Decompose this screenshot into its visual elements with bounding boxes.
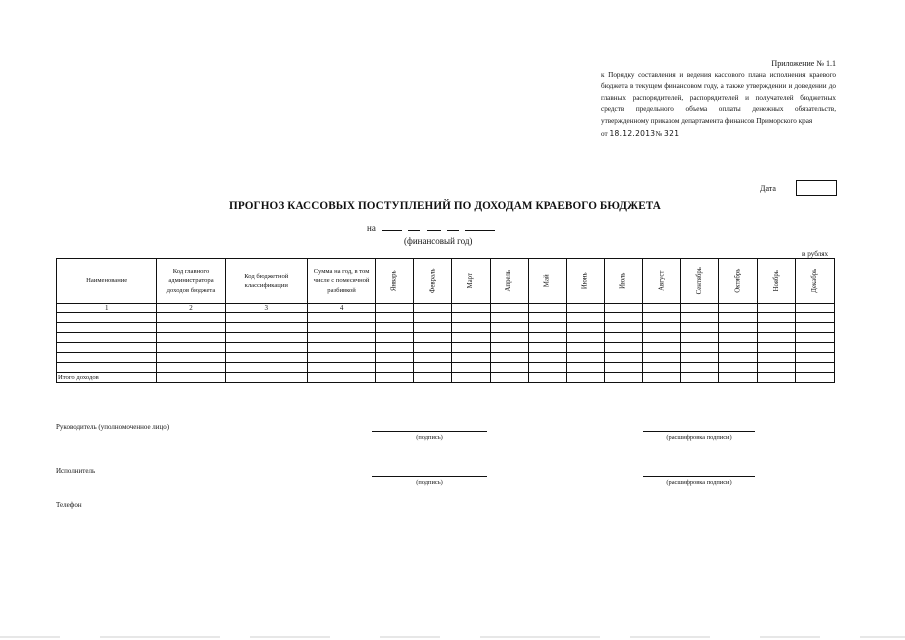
month-label: Июль xyxy=(619,272,627,290)
forecast-table xyxy=(56,258,835,383)
table-cell xyxy=(605,313,643,323)
total-row xyxy=(57,373,835,383)
table-row xyxy=(57,343,835,353)
total-cell xyxy=(681,373,719,383)
table-cell xyxy=(414,353,452,363)
table-cell xyxy=(157,363,225,373)
table-cell xyxy=(376,304,414,313)
table-cell xyxy=(157,333,225,343)
table-cell xyxy=(643,304,681,313)
table-cell xyxy=(757,323,795,333)
header-month xyxy=(566,259,604,304)
table-cell xyxy=(757,353,795,363)
table-cell xyxy=(605,343,643,353)
table-cell xyxy=(795,363,834,373)
table-cell xyxy=(528,304,566,313)
table-cell xyxy=(452,304,490,313)
table-cell xyxy=(452,353,490,363)
table-cell xyxy=(414,323,452,333)
page-title: ПРОГНОЗ КАССОВЫХ ПОСТУПЛЕНИЙ ПО ДОХОДАМ КРАЕВОГО БЮДЖЕТА xyxy=(229,200,661,212)
table-cell xyxy=(376,333,414,343)
table-cell xyxy=(757,363,795,373)
table-cell xyxy=(157,313,225,323)
table-cell xyxy=(157,353,225,363)
table-cell xyxy=(643,363,681,373)
total-cell xyxy=(452,373,490,383)
total-cell xyxy=(307,373,375,383)
table-cell xyxy=(643,323,681,333)
table-cell xyxy=(307,363,375,373)
month-label: Февраль xyxy=(429,268,437,294)
month-label: Август xyxy=(657,270,665,292)
table-cell xyxy=(605,304,643,313)
table-cell xyxy=(681,343,719,353)
table-cell xyxy=(681,353,719,363)
table-cell xyxy=(643,333,681,343)
header-month xyxy=(643,259,681,304)
table-cell xyxy=(490,363,528,373)
total-cell xyxy=(643,373,681,383)
table-cell xyxy=(757,343,795,353)
header-budget-code: Код бюджетной классификации xyxy=(225,259,307,304)
column-number: 4 xyxy=(307,304,375,313)
column-number: 1 xyxy=(57,304,157,313)
table-cell xyxy=(795,304,834,313)
header-month xyxy=(452,259,490,304)
column-number-row xyxy=(57,304,835,313)
date-label: Дата xyxy=(760,184,776,193)
table-cell xyxy=(528,343,566,353)
total-cell xyxy=(157,373,225,383)
table-cell xyxy=(605,363,643,373)
table-cell xyxy=(307,313,375,323)
month-label: Сентябрь xyxy=(696,267,704,295)
table-cell xyxy=(57,323,157,333)
date-box xyxy=(796,180,837,196)
header-month xyxy=(490,259,528,304)
table-row xyxy=(57,313,835,323)
header-month xyxy=(795,259,834,304)
total-label: Итого доходов xyxy=(57,373,157,383)
executor-decoding-caption: (расшифровка подписи) xyxy=(666,479,732,486)
table-cell xyxy=(225,313,307,323)
table-cell xyxy=(605,323,643,333)
table-cell xyxy=(795,343,834,353)
table-row xyxy=(57,363,835,373)
table-cell xyxy=(757,333,795,343)
table-cell xyxy=(414,333,452,343)
total-cell xyxy=(719,373,757,383)
header-name: Наименование xyxy=(57,259,157,304)
period-prefix: на xyxy=(367,223,376,233)
table-cell xyxy=(57,363,157,373)
table-cell xyxy=(307,323,375,333)
table-cell xyxy=(719,343,757,353)
table-cell xyxy=(681,363,719,373)
table-cell xyxy=(528,353,566,363)
table-cell xyxy=(605,353,643,363)
table-cell xyxy=(490,353,528,363)
month-label: Июнь xyxy=(581,272,589,290)
month-label: Март xyxy=(467,273,475,289)
table-cell xyxy=(57,313,157,323)
table-cell xyxy=(452,323,490,333)
head-signature-line xyxy=(372,431,487,432)
total-cell xyxy=(490,373,528,383)
table-cell xyxy=(795,333,834,343)
month-label: Декабрь xyxy=(811,269,819,293)
table-cell xyxy=(225,353,307,363)
table-cell xyxy=(490,323,528,333)
table-cell xyxy=(757,313,795,323)
table-cell xyxy=(795,353,834,363)
table-cell xyxy=(566,343,604,353)
table-cell xyxy=(307,353,375,363)
executor-signature-line xyxy=(372,476,487,477)
order-number: 321 xyxy=(664,128,680,138)
table-cell xyxy=(157,343,225,353)
table-cell xyxy=(490,343,528,353)
table-cell xyxy=(57,343,157,353)
table-cell xyxy=(719,333,757,343)
head-signature-caption: (подпись) xyxy=(416,434,443,441)
table-cell xyxy=(681,304,719,313)
phone-label: Телефон xyxy=(56,501,82,509)
head-decoding-line xyxy=(643,431,755,432)
appendix-text: к Порядку составления и ведения кассового плана исполнения краевого бюджета в текущем финансовом году, а также утверждении и доведении до главных распорядителей, распорядителей и получателей бюджетных средств предельного объема оплаты денежных обязательств, утвержденному приказом департамента финансов Приморского края xyxy=(601,70,836,125)
header-year-sum: Сумма на год, в том числе с помесячной разбивкой xyxy=(307,259,375,304)
header-month xyxy=(681,259,719,304)
table-cell xyxy=(307,343,375,353)
total-cell xyxy=(376,373,414,383)
table-cell xyxy=(376,363,414,373)
table-cell xyxy=(490,333,528,343)
table-cell xyxy=(452,343,490,353)
order-prefix: от xyxy=(601,129,608,138)
header-month xyxy=(719,259,757,304)
table-cell xyxy=(719,313,757,323)
table-cell xyxy=(528,313,566,323)
table-cell xyxy=(376,313,414,323)
table-cell xyxy=(225,323,307,333)
table-cell xyxy=(566,313,604,323)
table-cell xyxy=(719,363,757,373)
year-caption: (финансовый год) xyxy=(404,236,473,246)
table-cell xyxy=(681,333,719,343)
header-month xyxy=(605,259,643,304)
period-blank xyxy=(408,222,420,231)
total-cell xyxy=(414,373,452,383)
period-line xyxy=(367,222,495,233)
total-cell xyxy=(605,373,643,383)
order-date: 18.12.2013 xyxy=(609,128,656,138)
table-cell xyxy=(414,343,452,353)
total-cell xyxy=(757,373,795,383)
period-blank xyxy=(427,222,441,231)
table-cell xyxy=(57,333,157,343)
table-cell xyxy=(528,363,566,373)
month-label: Апрель xyxy=(505,270,513,292)
table-cell xyxy=(414,363,452,373)
header-month xyxy=(376,259,414,304)
table-cell xyxy=(376,323,414,333)
total-cell xyxy=(566,373,604,383)
table-cell xyxy=(566,323,604,333)
head-label: Руководитель (уполномоченное лицо) xyxy=(56,423,170,431)
table-cell xyxy=(528,333,566,343)
table-cell xyxy=(307,333,375,343)
month-label: Январь xyxy=(391,270,398,292)
total-cell xyxy=(795,373,834,383)
table-cell xyxy=(376,343,414,353)
total-cell xyxy=(225,373,307,383)
column-number: 3 xyxy=(225,304,307,313)
table-cell xyxy=(566,363,604,373)
executor-decoding-line xyxy=(643,476,755,477)
table-cell xyxy=(566,333,604,343)
header-admin-code: Код главного администратора доходов бюджета xyxy=(157,259,225,304)
table-cell xyxy=(414,313,452,323)
head-decoding-caption: (расшифровка подписи) xyxy=(666,434,732,441)
order-line xyxy=(601,128,836,141)
table-cell xyxy=(643,343,681,353)
month-label: Ноябрь xyxy=(772,270,780,292)
table-cell xyxy=(490,313,528,323)
column-number: 2 xyxy=(157,304,225,313)
table-cell xyxy=(566,353,604,363)
order-number-sign: № xyxy=(655,129,663,138)
appendix-title: Приложение № 1.1 xyxy=(771,59,836,68)
table-cell xyxy=(719,323,757,333)
header-month xyxy=(757,259,795,304)
table-cell xyxy=(452,333,490,343)
header-row xyxy=(57,259,835,304)
executor-signature-caption: (подпись) xyxy=(416,479,443,486)
table-cell xyxy=(757,304,795,313)
appendix-block xyxy=(601,58,836,140)
period-blank xyxy=(447,222,459,231)
table-cell xyxy=(643,353,681,363)
period-blank xyxy=(382,222,402,231)
table-cell xyxy=(225,343,307,353)
table-row xyxy=(57,353,835,363)
table-cell xyxy=(795,313,834,323)
header-month xyxy=(528,259,566,304)
period-blank xyxy=(465,222,495,231)
total-cell xyxy=(528,373,566,383)
month-label: Май xyxy=(543,274,551,288)
table-cell xyxy=(225,363,307,373)
table-row xyxy=(57,323,835,333)
table-cell xyxy=(795,323,834,333)
table-cell xyxy=(605,333,643,343)
table-cell xyxy=(157,323,225,333)
table-cell xyxy=(414,304,452,313)
table-cell xyxy=(376,353,414,363)
table-cell xyxy=(490,304,528,313)
table-cell xyxy=(225,333,307,343)
month-label: Октябрь xyxy=(734,268,742,294)
table-cell xyxy=(566,304,604,313)
table-cell xyxy=(719,304,757,313)
table-row xyxy=(57,333,835,343)
table-cell xyxy=(681,323,719,333)
table-cell xyxy=(528,323,566,333)
table-cell xyxy=(452,363,490,373)
header-month xyxy=(414,259,452,304)
table-cell xyxy=(643,313,681,323)
table-cell xyxy=(452,313,490,323)
unit-label: в рублях xyxy=(802,250,829,258)
table-cell xyxy=(719,353,757,363)
scan-edge-marks xyxy=(0,634,905,640)
executor-label: Исполнитель xyxy=(56,467,96,475)
table-cell xyxy=(57,353,157,363)
table-cell xyxy=(681,313,719,323)
